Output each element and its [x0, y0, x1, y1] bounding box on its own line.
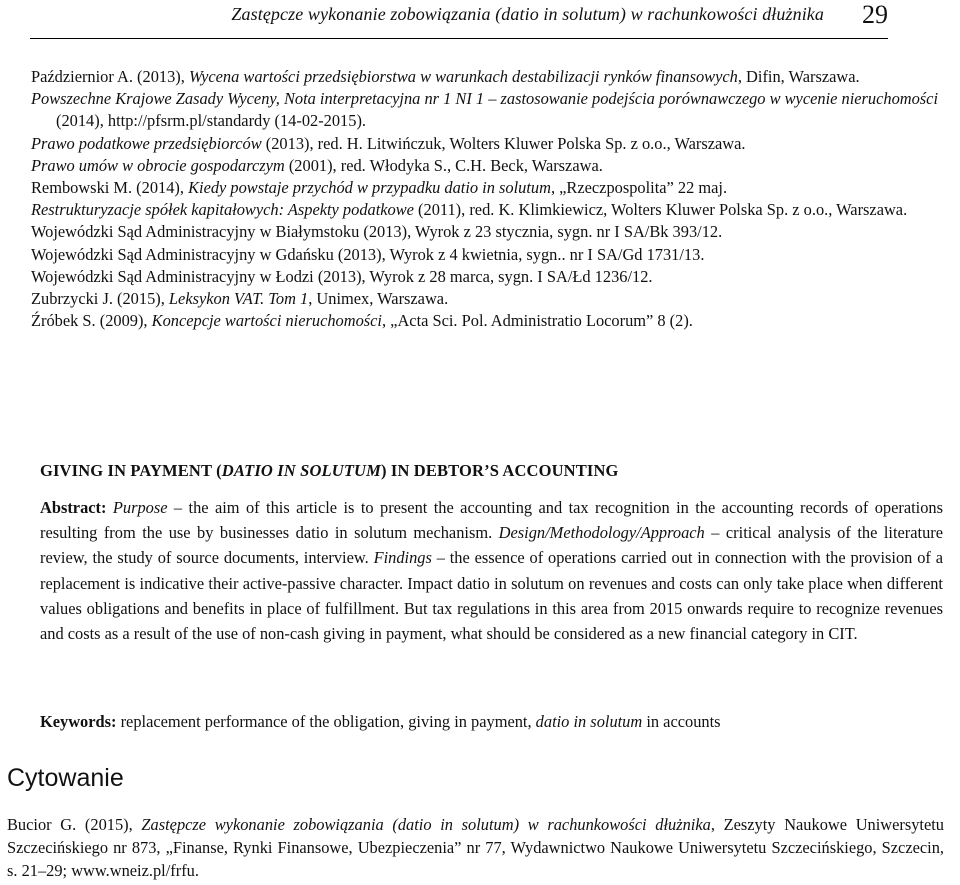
english-title-italic: DATIO IN SOLUTUM: [221, 461, 381, 480]
running-header-title: Zastępcze wykonanie zobowiązania (datio in solutum) w rachunkowości dłużnika: [231, 4, 824, 24]
references-list: [31, 66, 943, 332]
abstract: [40, 495, 943, 646]
running-header: [30, 0, 888, 39]
reference-item: Zubrzycki J. (2015), Leksykon VAT. Tom 1, Unimex, Warszawa.: [31, 289, 449, 309]
keywords-italic: datio in solutum: [535, 712, 643, 731]
reference-item: Prawo podatkowe przedsiębiorców (2013), red. H. Litwińczuk, Wolters Kluwer Polska Sp. z o.o., Warszawa.: [31, 133, 746, 153]
reference-item: Restrukturyzacje spółek kapitałowych: Aspekty podatkowe (2011), red. K. Klimkiewicz, Wolters Kluwer Polska Sp. z o.o., Warszawa.: [31, 200, 908, 220]
reference-item: Rembowski M. (2014), Kiedy powstaje przychód w przypadku datio in solutum, „Rzeczpospolita” 22 maj.: [31, 178, 728, 198]
abstract-label: Abstract:: [40, 498, 107, 517]
keywords-text: replacement performance of the obligation, giving in payment,: [116, 712, 536, 731]
purpose-text: – the aim of this article is to present the accounting and tax recognition in the accounting records of operations resulting from the use by businesses datio in solutum mechanism.: [40, 498, 943, 543]
keywords-label: Keywords:: [40, 712, 117, 731]
findings-text: – the essence of operations carried out in connection with the provision of a replacement is indicative their active-passive character. Impact datio in solutum on revenues and costs can only take place when different values obligations and benefits in place of fulfillment. But tax regulations in this area from 2015 onwards require to recognize revenues and costs as a result of the use of non-cash giving in payment, what should be considered as a new financial category in CIT.: [40, 548, 943, 644]
citation-heading: Cytowanie: [7, 764, 124, 792]
reference-item: Wojewódzki Sąd Administracyjny w Gdańsku (2013), Wyrok z 4 kwietnia, sygn.. nr I SA/Gd 1731/13.: [31, 244, 705, 264]
reference-item: Źróbek S. (2009), Koncepcje wartości nieruchomości, „Acta Sci. Pol. Administratio Locorum” 8 (2).: [31, 311, 693, 331]
reference-item: Wojewódzki Sąd Administracyjny w Łodzi (2013), Wyrok z 28 marca, sygn. I SA/Łd 1236/12.: [31, 266, 653, 286]
reference-item: Prawo umów w obrocie gospodarczym (2001), red. Włodyka S., C.H. Beck, Warszawa.: [31, 155, 603, 175]
citation-title: Zastępcze wykonanie zobowiązania (datio in solutum) w rachunkowości dłużnika: [141, 815, 711, 834]
reference-item: Październior A. (2013), Wycena wartości przedsiębiorstwa w warunkach destabilizacji rynków finansowych, Difin, Warszawa.: [31, 67, 860, 86]
reference-item: Powszechne Krajowe Zasady Wyceny, Nota interpretacyjna nr 1 NI 1 – zastosowanie podejścia porównawczego w wycenie nieruchomości (2014), http://pfsrm.pl/standardy (14-02-2015).: [31, 89, 938, 131]
findings-label: Findings: [373, 548, 432, 568]
design-text: – critical analysis of the literature review, the study of source documents, interview.: [40, 523, 943, 568]
purpose-label: Purpose: [112, 498, 168, 517]
citation: [7, 813, 944, 883]
citation-author: Bucior G. (2015),: [7, 815, 142, 834]
keywords: [40, 711, 943, 733]
citation-rest: , Zeszyty Naukowe Uniwersytetu Szczecińskiego nr 873, „Finanse, Rynki Finansowe, Ubezpieczenia” nr 77, Wydawnictwo Naukowe Uniwersytetu Szczecińskiego, Szczecin, s. 21–29; www.wneiz.pl/frfu.: [7, 815, 944, 881]
design-label: Design/Methodology/Approach: [498, 523, 705, 543]
reference-item: Wojewódzki Sąd Administracyjny w Białymstoku (2013), Wyrok z 23 stycznia, sygn. nr I SA/Bk 393/12.: [31, 222, 723, 242]
page-number: 29: [862, 0, 888, 29]
keywords-tail: in accounts: [642, 712, 721, 731]
english-title: GIVING IN PAYMENT (DATIO IN SOLUTUM) IN DEBTOR’S ACCOUNTING: [40, 461, 619, 480]
